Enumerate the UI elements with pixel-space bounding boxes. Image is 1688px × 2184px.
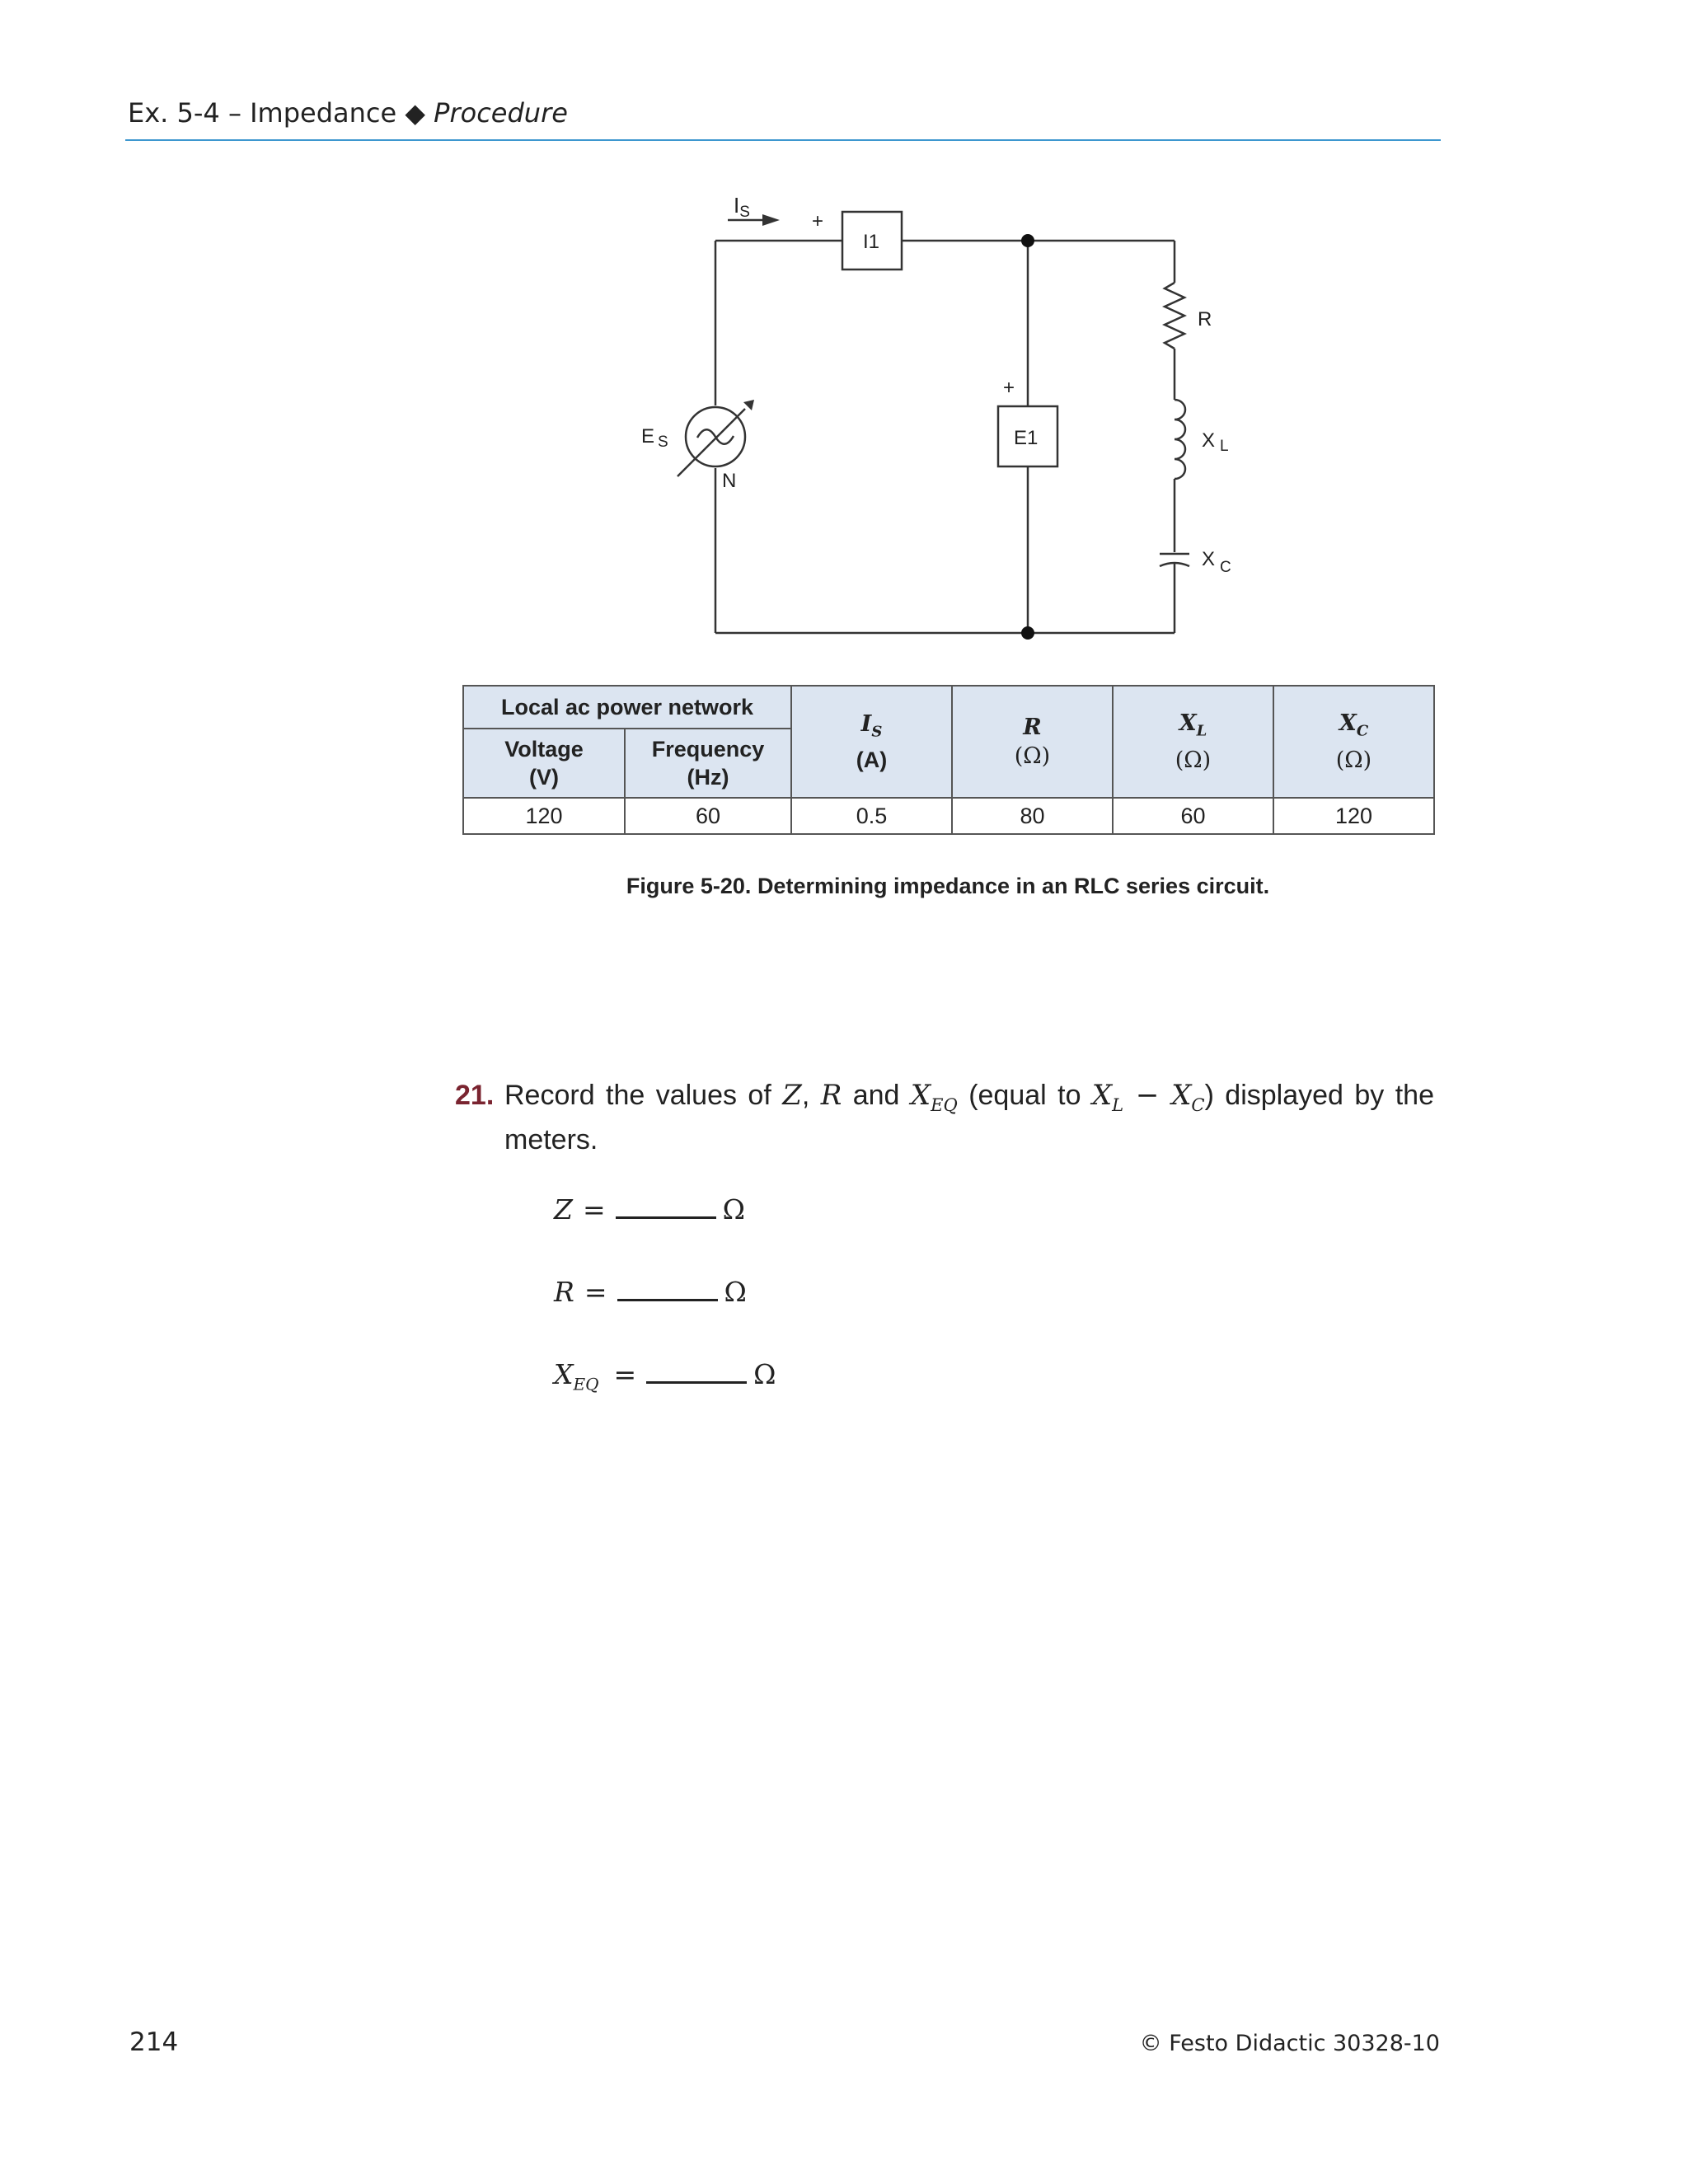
cell-r: 80	[952, 798, 1113, 834]
circuit-parameters-table	[462, 685, 1435, 835]
cell-is: 0.5	[791, 798, 952, 834]
col-header-xc: $X_C$ (Ω)	[1273, 686, 1434, 798]
capacitor-label: X $_C$	[1202, 548, 1231, 576]
rlc-circuit-diagram	[0, 0, 1688, 659]
question-number: 21.	[455, 1080, 495, 1111]
header-section: Ex. 5-4 – Impedance	[128, 97, 397, 129]
copyright-notice: © Festo Didactic 30328-10	[1139, 2031, 1440, 2056]
answer-xeq-blank[interactable]	[646, 1358, 747, 1384]
inductor-symbol	[1175, 400, 1185, 479]
col-header-frequency: Frequency (Hz)	[625, 729, 791, 798]
answer-xeq: $X_{EQ}$ = Ω	[554, 1358, 776, 1394]
cell-frequency: 60	[625, 798, 791, 834]
answer-z: Z = Ω	[554, 1193, 745, 1226]
resistor-symbol	[1165, 283, 1184, 349]
col-header-r: R (Ω)	[952, 686, 1113, 798]
ammeter-label: I1	[863, 231, 880, 253]
answer-r: R = Ω	[554, 1276, 747, 1308]
cell-xl: 60	[1113, 798, 1273, 834]
header-subsection: Procedure	[434, 97, 568, 129]
page-number: 214	[129, 2027, 179, 2057]
cell-xc: 120	[1273, 798, 1434, 834]
table-row	[463, 798, 1434, 834]
cell-voltage: 120	[463, 798, 625, 834]
junction-bottom	[1021, 626, 1034, 640]
voltmeter-plus: +	[1003, 377, 1015, 399]
group-header-power-network: Local ac power network	[463, 686, 791, 729]
header-diamond: ◆	[405, 97, 425, 129]
question-21	[455, 1078, 1434, 1157]
question-text: Record the values of Z, R and $X_{EQ}$ (equal to $X_L - X_C$) displayed by the meters.	[504, 1079, 1434, 1155]
ammeter-plus: +	[812, 210, 824, 232]
answer-z-blank[interactable]	[616, 1193, 716, 1219]
col-header-xl: $X_L$ (Ω)	[1113, 686, 1273, 798]
voltmeter-label: E1	[1014, 427, 1039, 449]
resistor-label: R	[1198, 308, 1212, 330]
col-header-is: $I_S$ (A)	[791, 686, 952, 798]
current-label: IS	[734, 193, 750, 221]
neutral-label: N	[722, 470, 737, 492]
inductor-label: X $_L$	[1202, 429, 1229, 455]
junction-top	[1021, 234, 1034, 247]
col-header-voltage: Voltage (V)	[463, 729, 625, 798]
figure-caption: Figure 5-20. Determining impedance in an RLC series circuit.	[626, 874, 1270, 898]
source-label: E $_S$	[641, 425, 668, 451]
answer-r-blank[interactable]	[617, 1276, 718, 1301]
current-arrowhead	[762, 214, 780, 226]
